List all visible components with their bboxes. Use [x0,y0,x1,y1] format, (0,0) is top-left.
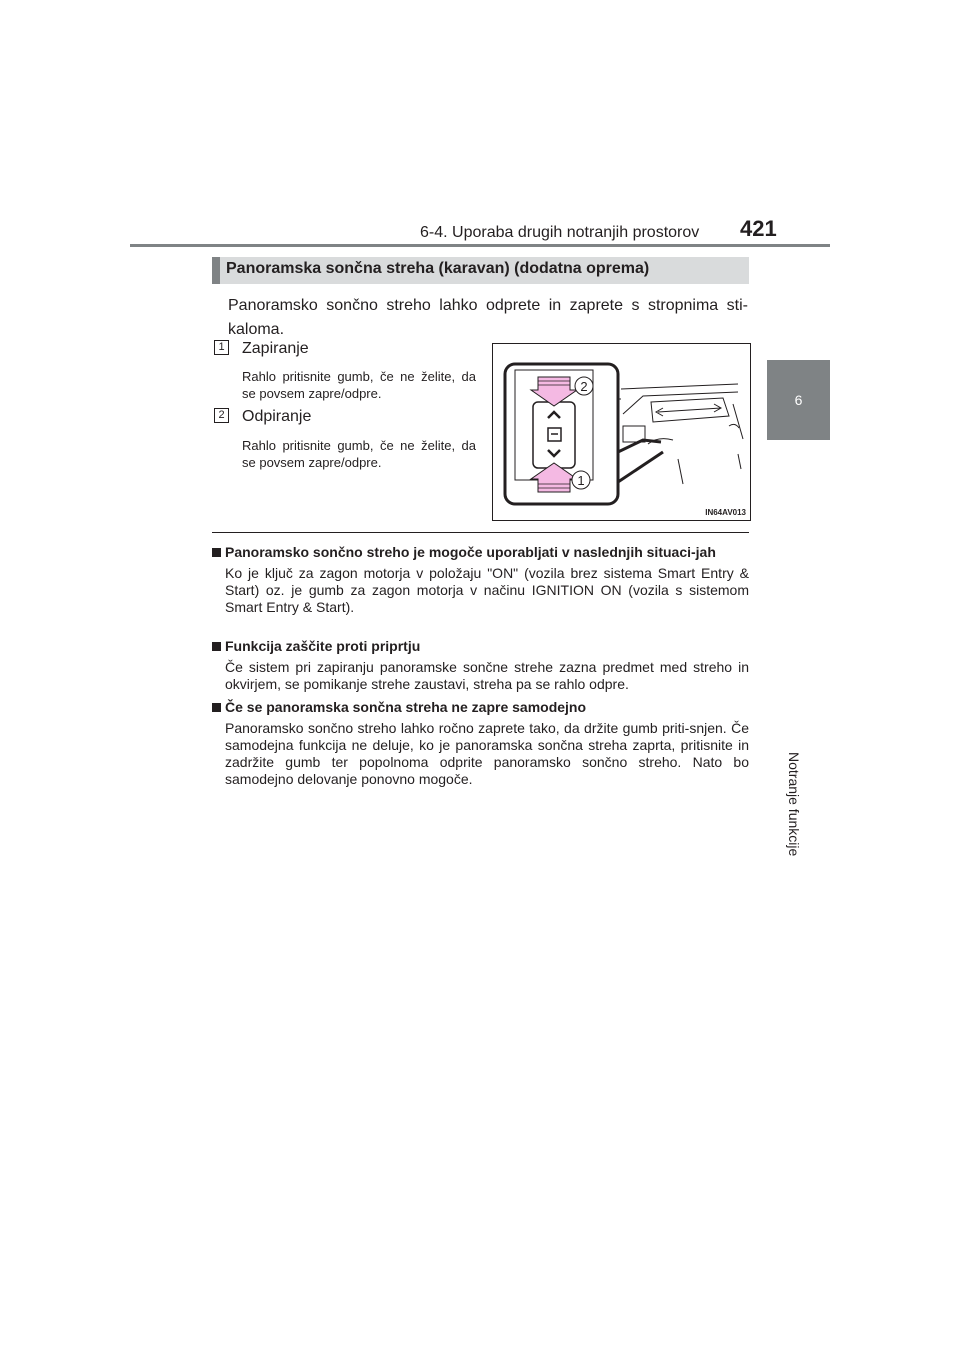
item-label-2: Odpiranje [242,408,312,425]
callout-1-label: 1 [577,473,585,488]
sunroof-switch-illustration [492,343,751,521]
section-heading [212,257,749,284]
note-title: Funkcija zaščite proti priprtju [225,638,421,654]
section-accent [212,257,220,284]
running-header: 6-4. Uporaba drugih notranjih prostorov [420,224,700,241]
switch-drawing [493,344,750,520]
note-2 [212,638,749,693]
header-rule [130,244,830,247]
separator-rule [212,532,749,533]
note-body: Če sistem pri zapiranju panoramske sončne strehe zazna predmet med streho in okvirjem, se pomikanje strehe zaustavi, streha pa se rahlo odpre. [225,659,749,692]
section-title: Panoramska sončna streha (karavan) (dodatna oprema) [226,260,650,277]
intro-paragraph: Panoramsko sončno streho lahko odprete in zaprete s stropnima sti-kaloma. [228,297,748,338]
page-number: 421 [740,216,777,241]
square-bullet-icon [212,703,221,712]
note-body: Panoramsko sončno streho lahko ročno zaprete tako, da držite gumb priti-snjen. Če samodejna funkcija ne deluje, ko je panoramska sončna streha zaprta, pritisnite in zadržite gumb ter popolnoma odprite panoramsko sončno streho. Nato bo samodejno delovanje ponovno mogoče. [225,720,749,787]
note-3 [212,699,749,788]
chapter-label: Notranje funkcije [786,752,802,857]
item-number-2: 2 [214,408,229,423]
square-bullet-icon [212,548,221,557]
square-bullet-icon [212,642,221,651]
item-description-1: Rahlo pritisnite gumb, če ne želite, da se povsem zapre/odpre. [242,369,476,401]
item-description-2: Rahlo pritisnite gumb, če ne želite, da se povsem zapre/odpre. [242,438,476,470]
item-label-1: Zapiranje [242,340,309,357]
item-number-1: 1 [214,340,229,355]
note-title: Če se panoramska sončna streha ne zapre samodejno [225,699,587,715]
callout-2-label: 2 [580,379,588,394]
figure-code: IN64AV013 [705,508,746,517]
chapter-tab: 6 [767,360,830,440]
note-title: Panoramsko sončno streho je mogoče uporabljati v naslednjih situaci-jah [225,544,716,560]
note-1 [212,544,749,616]
note-body: Ko je ključ za zagon motorja v položaju "ON" (vozila brez sistema Smart Entry & Start) oz. je gumb za zagon motorja v načinu IGNITION ON (vozila s sistemom Smart Entry & Start). [225,565,749,615]
